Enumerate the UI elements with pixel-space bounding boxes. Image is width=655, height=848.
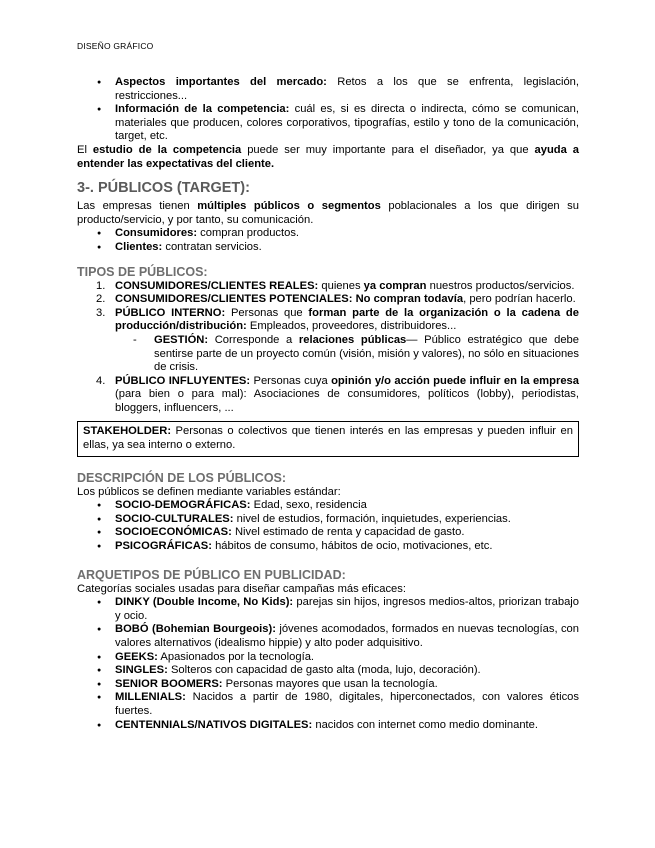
publicos-bullet-list [77, 227, 579, 254]
definition: Retos a los que se enfrenta, legislación, restricciones... [115, 76, 579, 102]
term: Aspectos importantes del mercado: [115, 76, 327, 88]
bold-run: estudio de la competencia [92, 143, 242, 156]
term: GEEKS: [115, 650, 158, 663]
list-item [77, 241, 579, 255]
section-heading-arquetipos: ARQUETIPOS DE PÚBLICO EN PUBLICIDAD: [77, 567, 346, 582]
list-item [77, 691, 579, 718]
term: CONSUMIDORES/CLIENTES REALES: [115, 279, 319, 292]
list-item [77, 596, 579, 623]
term: DINKY (Double Income, No Kids): [115, 596, 294, 609]
definition: contratan servicios. [162, 240, 262, 253]
text-run: puede ser muy importante para el diseñador, ya que [241, 143, 535, 156]
text-run: Las empresas tienen [77, 200, 198, 213]
item-number: 1. [96, 279, 106, 292]
term: BOBÓ (Bohemian Bourgeois): [115, 623, 276, 636]
publicos-intro [77, 200, 579, 227]
text-run: , pero podrían hacerlo. [463, 293, 576, 306]
definition: Personas o colectivos que tienen interés en las empresas y pueden influir en ellas, ya sea interno o externo. [83, 425, 573, 452]
running-header: DISEÑO GRÁFICO [77, 41, 154, 51]
arquetipos-bullet-list [77, 596, 579, 732]
term: CENTENNIALS/NATIVOS DIGITALES: [115, 718, 313, 731]
text-run: quienes [318, 279, 364, 292]
bold-run: múltiples públicos o segmentos [197, 200, 381, 213]
tipos-numbered-list [77, 280, 579, 416]
text-run: Corresponde a [208, 333, 299, 346]
term: Clientes: [115, 240, 163, 253]
definition: nivel de estudios, formación, inquietudes, experiencias. [233, 512, 511, 525]
descripcion-intro: Los públicos se definen mediante variables estándar: [77, 485, 341, 498]
document-body [77, 76, 579, 732]
bold-run: opinión y/o acción puede influir en la empresa [331, 374, 579, 387]
list-item [77, 623, 579, 650]
list-item [77, 651, 579, 665]
competition-note [77, 144, 579, 171]
list-item [77, 499, 579, 513]
term: PÚBLICO INFLUYENTES: [115, 374, 251, 387]
term: Información de la competencia: [115, 103, 290, 116]
text-run: Empleados, proveedores, distribuidores... [246, 320, 457, 333]
list-item [77, 375, 579, 416]
list-item [77, 280, 579, 294]
item-number: 4. [96, 374, 106, 387]
bold-run: relaciones públicas [298, 333, 407, 346]
definition: parejas sin hijos, ingresos medios-altos, priorizan trabajo y ocio. [115, 596, 579, 622]
list-item [77, 513, 579, 527]
definition: Edad, sexo, residencia [250, 499, 367, 512]
bold-run: ayuda a entender las expectativas del cliente. [77, 143, 579, 170]
gestion-sublist [115, 334, 579, 375]
definition: hábitos de consumo, hábitos de ocio, motivaciones, etc. [211, 540, 493, 553]
section-heading-publicos: 3-. PÚBLICOS (TARGET): [77, 180, 250, 197]
definition: nacidos con internet como medio dominante. [312, 718, 538, 731]
text-run: (para bien o para mal): Asociaciones de consumidores, políticos (lobby), periodistas, bloggers, influencers, ... [115, 388, 579, 414]
arquetipos-intro: Categorías sociales usadas para diseñar campañas más eficaces: [77, 582, 406, 595]
bold-run: No compran todavía [355, 293, 464, 306]
item-number: 2. [96, 293, 106, 306]
definition: Solteros con capacidad de gasto alta (moda, lujo, decoración). [167, 664, 481, 677]
text-run: El [77, 143, 93, 156]
item-number: 3. [96, 306, 106, 319]
definition: Apasionados por la tecnología. [157, 650, 315, 663]
term: MILLENIALS: [115, 691, 186, 704]
term: SENIOR BOOMERS: [115, 677, 223, 690]
list-item [77, 678, 579, 692]
term: PÚBLICO INTERNO: [115, 306, 226, 319]
definition: cuál es, si es directa o indirecta, cómo se comunican, materiales que producen, colores corporativos, tipografías, estilo y tono de la comunicación, target, etc. [115, 103, 579, 143]
bold-run: forman parte de la organización o la cadena de producción/distribución: [115, 306, 579, 333]
text-run: Personas que [225, 306, 309, 319]
term: SOCIO-CULTURALES: [115, 512, 234, 525]
intro-bullet-list [77, 76, 579, 144]
definition: Nacidos a partir de 1980, digitales, hiperconectados, con valores éticos fuertes. [115, 691, 579, 717]
term: STAKEHOLDER: [83, 425, 172, 438]
list-item [77, 307, 579, 375]
bold-run: ya compran [363, 279, 427, 292]
section-heading-tipos: TIPOS DE PÚBLICOS: [77, 264, 208, 279]
list-item [115, 334, 579, 375]
descripcion-bullet-list [77, 499, 579, 553]
stakeholder-box [77, 421, 579, 456]
term: GESTIÓN: [154, 333, 209, 346]
term: PSICOGRÁFICAS: [115, 540, 212, 553]
list-item [77, 526, 579, 540]
list-item [77, 664, 579, 678]
term: CONSUMIDORES/CLIENTES POTENCIALES: [115, 293, 353, 306]
section-heading-descripcion: DESCRIPCIÓN DE LOS PÚBLICOS: [77, 470, 287, 485]
definition: compran productos. [197, 227, 300, 240]
text-run: poblacionales a los que dirigen su producto/servicio, y por tanto, su comunicación. [77, 200, 580, 226]
term: SINGLES: [115, 664, 168, 677]
list-item [77, 293, 579, 307]
definition: jóvenes acomodados, formados en nuevas tecnologías, con valores alternativos (idealismo hippie) y alto poder adquisitivo. [115, 623, 580, 649]
term: Consumidores: [115, 227, 198, 240]
definition: Personas mayores que usan la tecnología. [222, 677, 438, 690]
text-run: nuestros productos/servicios. [426, 279, 575, 292]
list-item [77, 76, 579, 103]
text-run: — Público estratégico que debe sentirse parte de un proyecto común (visión, misión y valores), no sólo en situaciones de crisis. [154, 333, 579, 374]
list-item [77, 103, 579, 144]
list-item [77, 540, 579, 554]
definition: Nivel estimado de renta y capacidad de gasto. [231, 526, 465, 539]
text-run: Personas cuya [250, 374, 332, 387]
term: SOCIO-DEMOGRÁFICAS: [115, 499, 251, 512]
term: SOCIOECONÓMICAS: [115, 526, 232, 539]
list-item [77, 227, 579, 241]
list-item [77, 719, 579, 733]
